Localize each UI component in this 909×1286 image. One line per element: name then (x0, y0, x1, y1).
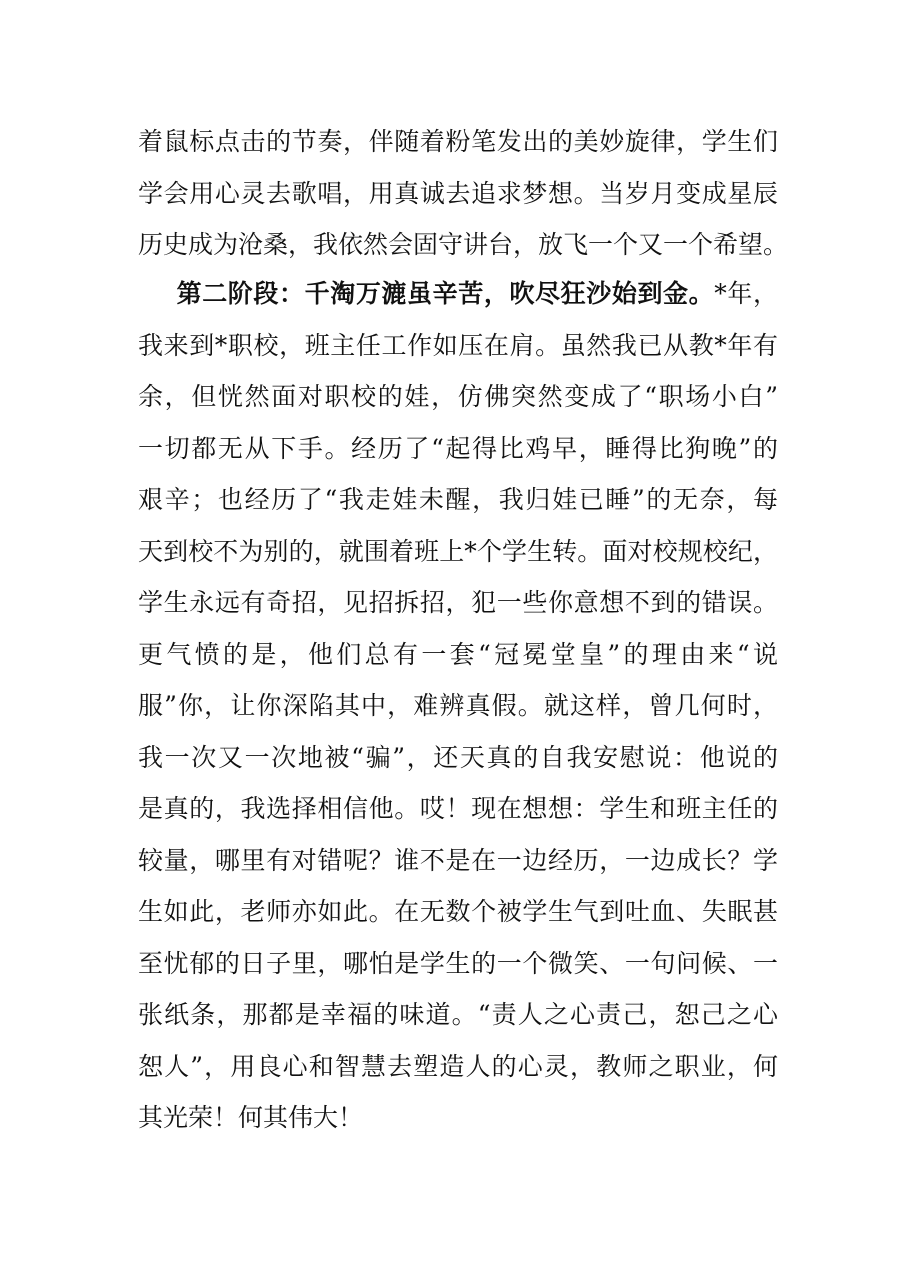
paragraph-2-line-2: 我来到*职校，班主任工作如压在肩。虽然我已从教*年有 (138, 330, 778, 360)
paragraph-2-line-15: 张纸条，那都是幸福的味道。“责人之心责己，恕己之心 (138, 1000, 778, 1029)
paragraph-2-line-17: 其光荣！何其伟大！ (138, 1103, 364, 1132)
paragraph-2-line-3: 余，但恍然面对职校的娃，仿佛突然变成了“职场小白” (138, 382, 778, 411)
paragraph-1-line-2: 学会用心灵去歌唱，用真诚去追求梦想。当岁月变成星辰 (138, 178, 778, 208)
paragraph-2-line-7: 学生永远有奇招，见招拆招，犯一些你意想不到的错误。 (138, 588, 778, 617)
paragraph-2 (138, 268, 778, 1144)
paragraph-2-line-8: 更气愤的是，他们总有一套“冠冕堂皇”的理由来“说 (138, 639, 778, 669)
paragraph-2-line-16: 恕人”，用良心和智慧去塑造人的心灵，教师之职业，何 (138, 1051, 778, 1081)
paragraph-2-line-11: 是真的，我选择相信他。哎！现在想想：学生和班主任的 (138, 794, 778, 823)
paragraph-2-line-10: 我一次又一次地被“骗”，还天真的自我安慰说：他说的 (138, 742, 778, 772)
paragraph-1-line-3: 历史成为沧桑，我依然会固守讲台，放飞一个又一个希望。 (138, 230, 789, 259)
paragraph-2-line-1-rest: *年， (714, 279, 778, 308)
paragraph-2-line-14: 至忧郁的日子里，哪怕是学生的一个微笑、一句问候、一 (138, 948, 778, 978)
paragraph-2-line-5: 艰辛；也经历了“我走娃未醒，我归娃已睡”的无奈，每 (138, 485, 778, 514)
paragraph-2-line-9: 服”你，让你深陷其中，难辨真假。就这样，曾几何时， (138, 691, 778, 720)
paragraph-2-line-12: 较量，哪里有对错呢？谁不是在一边经历，一边成长？学 (138, 845, 778, 875)
paragraph-2-line-4: 一切都无从下手。经历了“起得比鸡早，睡得比狗晚”的 (138, 433, 778, 463)
paragraph-1 (138, 116, 789, 271)
paragraph-2-line-6: 天到校不为别的，就围着班上*个学生转。面对校规校纪， (138, 536, 778, 566)
paragraph-2-line-13: 生如此，老师亦如此。在无数个被学生气到吐血、失眠甚 (138, 897, 778, 926)
section-heading: 第二阶段：千淘万漉虽辛苦，吹尽狂沙始到金。 (176, 279, 715, 308)
paragraph-1-line-1: 着鼠标点击的节奏，伴随着粉笔发出的美妙旋律，学生们 (138, 127, 778, 156)
paragraph-2-line-1 (138, 268, 778, 320)
